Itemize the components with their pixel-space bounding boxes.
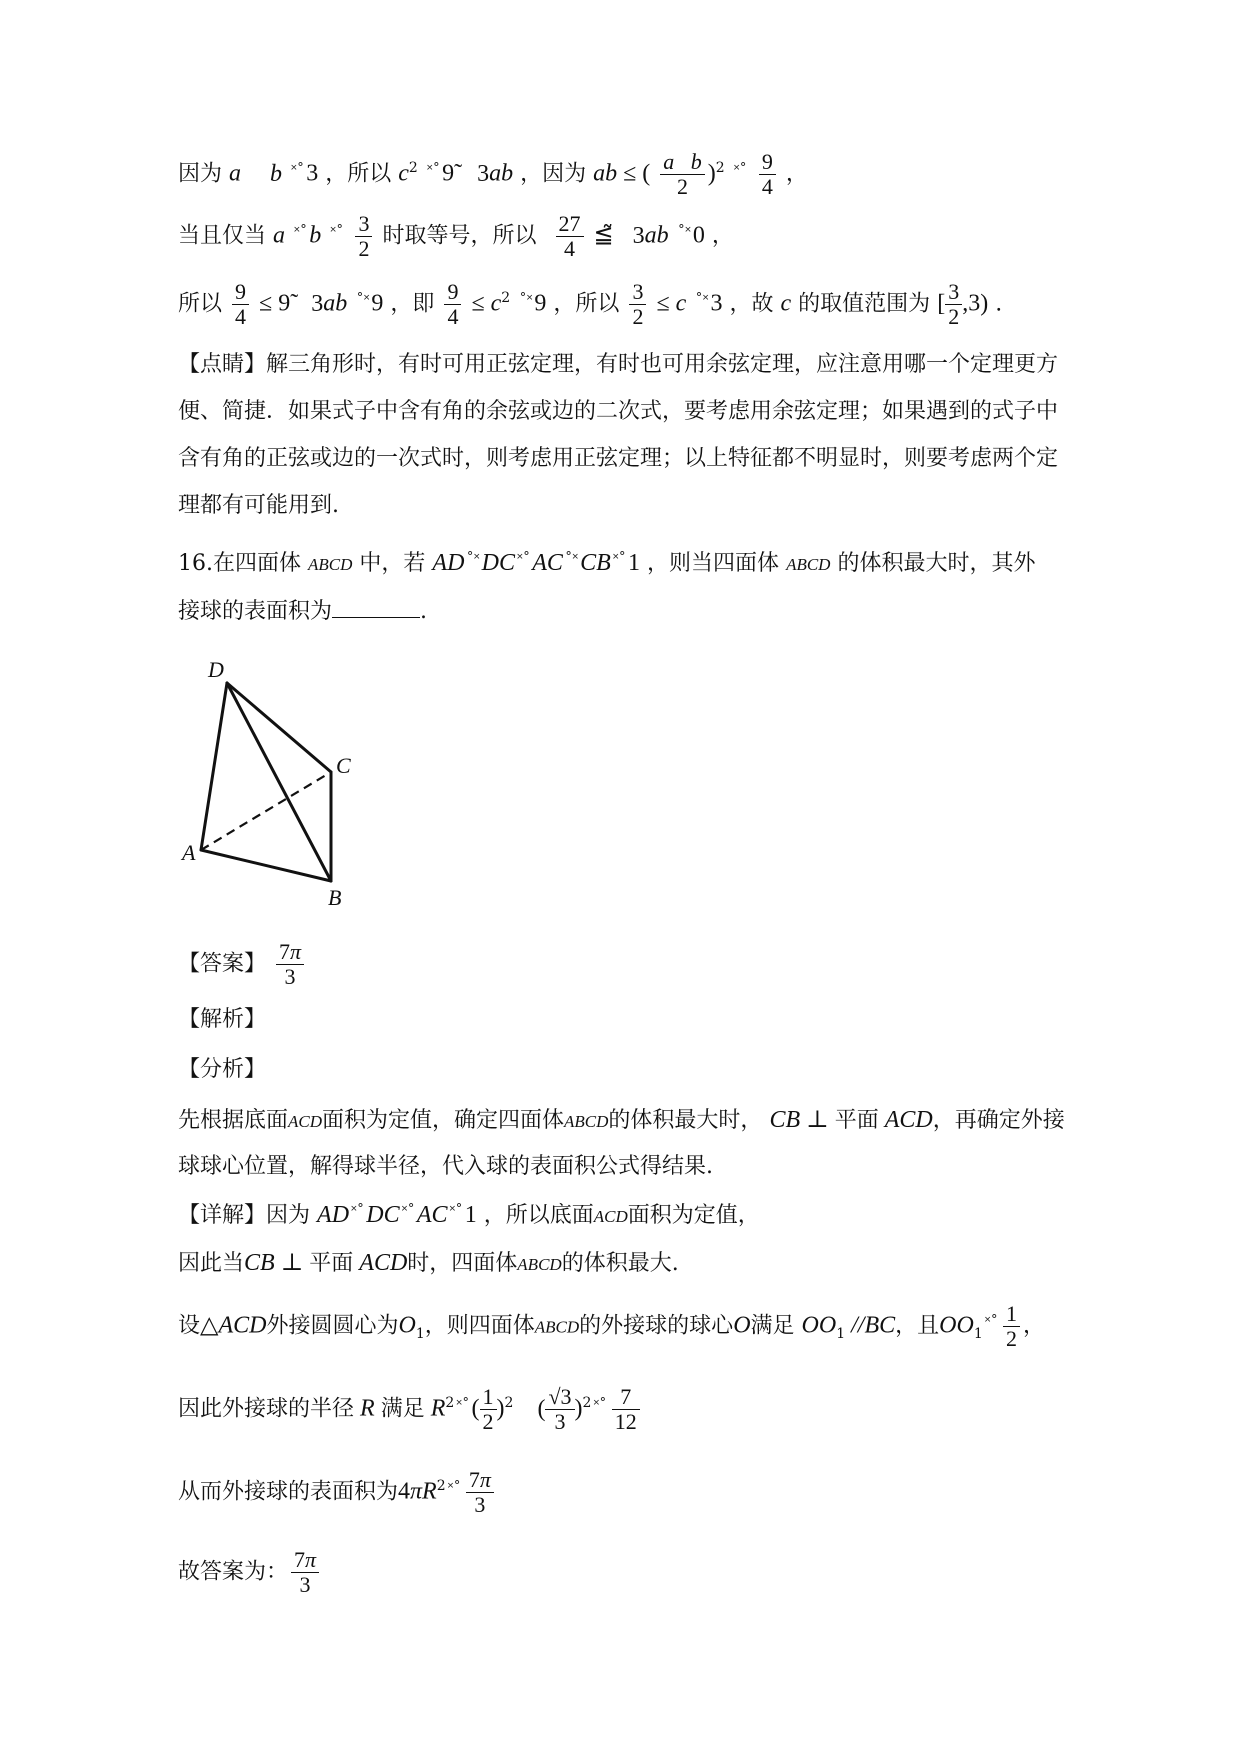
- section-label: 【详解】: [178, 1203, 267, 1228]
- dianjing-line-4: 理都有可能用到.: [178, 493, 339, 518]
- vertex-label-c: C: [336, 753, 351, 778]
- fraction: $\frac{9}{4}$: [444, 280, 461, 329]
- dianjing-line-2: 便、简捷．如果式子中含有角的余弦或边的二次式，要考虑用余弦定理；如果遇到的式子中: [178, 399, 1059, 424]
- solution-line-1: 因为 a b ˟˚3 ，所以 $c^2$ ˟˚9̃ 3ab ，因为 ab ≤ ( $\frac{\text{a b}}{2}$ )$^2$ ˟˚ $\frac{9}{4}$ ，: [178, 149, 808, 199]
- dianjing-line-3: 含有角的正弦或边的一次式时，则考虑用正弦定理；以上特征都不明显时，则要考虑两个定: [178, 446, 1059, 471]
- dianjing-line-1: 【点睛】解三角形时，有时可用正弦定理，有时也可用余弦定理，应注意用哪一个定理更方: [178, 352, 1059, 377]
- problem-number: 16.: [178, 551, 213, 576]
- section-label: 【答案】: [178, 951, 267, 977]
- edge-db: [227, 683, 331, 881]
- xiangjie-line-2: 因此当CB ⊥ 平面 ACD时，四面体ABCD的体积最大.: [178, 1250, 679, 1276]
- fraction: $\frac{7\pi}{3}$: [291, 1548, 319, 1597]
- vertex-label-a: A: [182, 840, 196, 865]
- fraction: $\frac{7\pi}{3}$: [276, 940, 304, 989]
- edge-ac-hidden: [201, 772, 331, 850]
- jiexi-label: 【解析】: [178, 1007, 267, 1032]
- fenxi-line-2: 球球心位置，解得球半径，代入球的表面积公式得结果.: [178, 1154, 713, 1179]
- edge-dc: [227, 683, 331, 772]
- fraction: $\frac{9}{4}$: [759, 150, 776, 199]
- answer-line: [178, 940, 307, 989]
- xiangjie-line-3: 设△ACD外接圆圆心为$O_1$，则四面体ABCD的外接球的球心O满足 $OO_1$ //BC，且$OO_1^{˟˚}$ $\frac{1}{2}$ ，: [178, 1301, 1046, 1351]
- fraction: $\frac{7\pi}{3}$: [466, 1468, 494, 1517]
- fraction: $\frac{3}{2}$: [355, 212, 372, 261]
- vertex-label-b: B: [328, 885, 342, 905]
- math-expression: a: [229, 160, 242, 187]
- fraction: $\frac{\text{a b}}{2}$: [660, 150, 705, 199]
- fraction: $\frac{3}{2}$: [629, 280, 646, 329]
- fenxi-label: 【分析】: [178, 1057, 267, 1082]
- fraction: $\frac{7}{12}$: [612, 1385, 640, 1434]
- fraction: $\frac{9}{4}$: [232, 280, 249, 329]
- solution-line-2: 当且仅当 a ˟˚b ˟˚ $\frac{3}{2}$ 时取等号，所以 $\frac{27}{4}$ ≦̃ 3ab ˚˟0 ，: [178, 211, 734, 261]
- fenxi-line-1: 先根据底面ACD面积为定值，确定四面体ABCD的体积最大时， CB ⊥ 平面 ACD，再确定外接: [178, 1107, 1065, 1133]
- edge-ab: [201, 850, 331, 881]
- fraction: $\frac{3}{2}$: [945, 280, 962, 329]
- xiangjie-line-1: 【详解】因为 AD ˟˚DC ˟˚AC ˟˚1 ，所以底面ACD面积为定值，: [178, 1202, 760, 1228]
- tetrahedron-figure: [178, 655, 378, 905]
- vertex-label-d: D: [208, 657, 224, 682]
- answer-blank: [332, 595, 420, 618]
- edge-da: [201, 683, 227, 850]
- xiangjie-line-4: 因此外接球的半径 R 满足 $R^2$ ˟˚( $\frac{1}{2}$ )$^2$ ( $\frac{√3}{3}$ )$^2$ ˟˚ $\frac{7}{12}$: [178, 1385, 643, 1434]
- section-label: 【点睛】: [178, 352, 267, 377]
- problem-16-line-2: 接球的表面积为 .: [178, 595, 427, 627]
- solution-line-3: 所以 $\frac{9}{4}$ ≤ 9̃ 3ab ˚˟9 ，即 $\frac{9}{4}$ ≤ $c^2$ ˚˟9 ，所以 $\frac{3}{2}$ ≤ c ˚˟3 ，故 c 的取值范围为 [ $\frac{3}{2}$ ,3) .: [178, 279, 1003, 329]
- xiangjie-line-6: 故答案为： $\frac{7\pi}{3}$: [178, 1548, 322, 1597]
- problem-16-line-1: 16.在四面体 ABCD 中，若 AD ˚˟DC ˟˚AC ˚˟CB ˟˚1 ，则当四面体 ABCD 的体积最大时，其外: [178, 550, 1036, 576]
- xiangjie-line-5: 从而外接球的表面积为$4\pi R^2$ ˟˚ $\frac{7\pi}{3}$: [178, 1468, 497, 1517]
- fraction: $\frac{1}{2}$: [1003, 1302, 1020, 1351]
- fraction: $\frac{1}{2}$: [480, 1385, 497, 1434]
- fraction: $\frac{27}{4}$: [556, 212, 584, 261]
- fraction: $\frac{√3}{3}$: [545, 1385, 574, 1434]
